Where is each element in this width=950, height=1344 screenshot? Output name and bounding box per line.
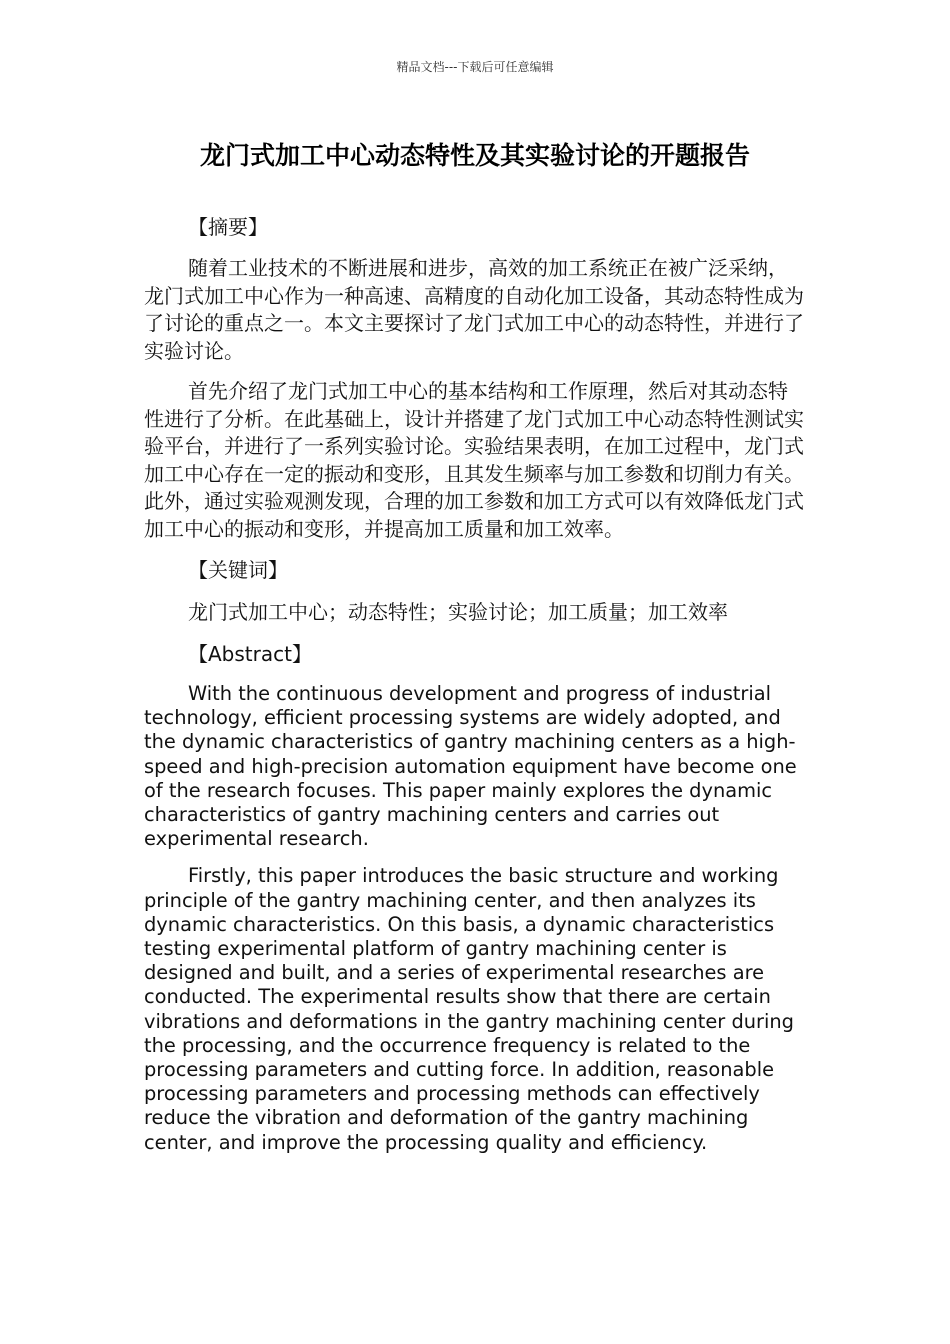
keywords-label: 【关键词】 [188,558,288,582]
abstract-en-paragraph-1: With the continuous development and progress of industrial technology, efficient processing systems are widely adopted, and the dynamic characteristics of gantry machining centers as a high-speed and high-precision automation equipment have become one of the research focuses. This paper mainly explores the dynamic characteristics of gantry machining centers and carries out experimental research. [144,682,797,851]
abstract-cn-paragraph-2: 首先介绍了龙门式加工中心的基本结构和工作原理，然后对其动态特性进行了分析。在此基础上，设计并搭建了龙门式加工中心动态特性测试实验平台，并进行了一系列实验讨论。实验结果表明，在加工过程中，龙门式加工中心存在一定的振动和变形，且其发生频率与加工参数和切削力有关。此外，通过实验观测发现，合理的加工参数和加工方式可以有效降低龙门式加工中心的振动和变形，并提高加工质量和加工效率。 [144,379,804,541]
document-body [144,213,806,1168]
abstract-cn-paragraph-1: 随着工业技术的不断进展和进步，高效的加工系统正在被广泛采纳，龙门式加工中心作为一种高速、高精度的自动化加工设备，其动态特性成为了讨论的重点之一。本文主要探讨了龙门式加工中心的动态特性，并进行了实验讨论。 [144,256,804,363]
keywords-text: 龙门式加工中心；动态特性；实验讨论；加工质量；加工效率 [188,600,728,624]
abstract-en-paragraph-2: Firstly, this paper introduces the basic structure and working principle of the gantry machining center, and then analyzes its dynamic characteristics. On this basis, a dynamic characteristics testing experimental platform of gantry machining center is designed and built, and a series of experimental researches are conducted. The experimental results show that there are certain vibrations and deformations in the gantry machining center during the processing, and the occurrence frequency is related to the processing parameters and cutting force. In addition, reasonable processing parameters and processing methods can effectively reduce the vibration and deformation of the gantry machining center, and improve the processing quality and efficiency. [144,864,794,1154]
abstract-en-label: 【Abstract】 [188,642,312,666]
abstract-cn-label: 【摘要】 [188,215,268,239]
document-title: 龙门式加工中心动态特性及其实验讨论的开题报告 [199,141,750,170]
header-note: 精品文档---下载后可任意编辑 [396,60,554,74]
